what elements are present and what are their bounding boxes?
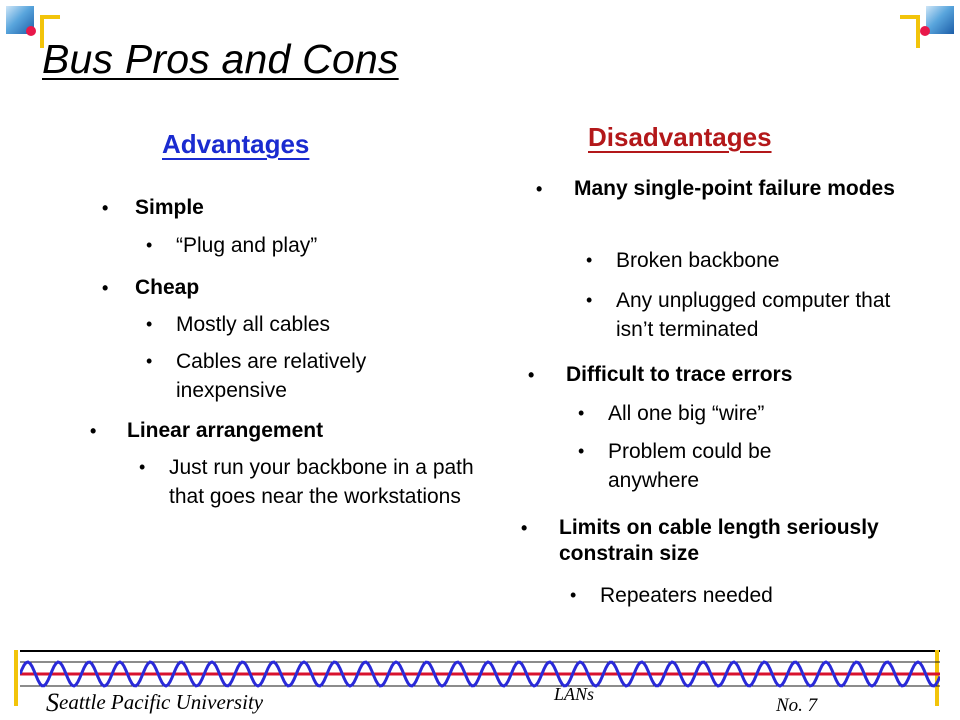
disadvantage-subitem: • Any unplugged computer that isn’t terminated bbox=[616, 286, 921, 344]
slide-title: Bus Pros and Cons bbox=[42, 36, 399, 82]
disadvantages-heading: Disadvantages bbox=[588, 122, 772, 152]
bullet-icon: • bbox=[139, 457, 146, 477]
bullet-icon: • bbox=[102, 198, 109, 218]
bullet-icon: • bbox=[146, 314, 153, 334]
gold-rule-bottom-left bbox=[14, 650, 18, 706]
gold-rule-top-left-h bbox=[40, 15, 60, 19]
disadvantage-item: • Limits on cable length seriously constrain size bbox=[521, 516, 879, 565]
disadvantage-subitem: • Repeaters needed bbox=[600, 581, 900, 610]
page-number: No. 7 bbox=[776, 695, 818, 716]
disadvantage-item: • Difficult to trace errors bbox=[528, 363, 793, 386]
advantage-subitem: • Just run your backbone in a path that goes near the workstations bbox=[169, 453, 484, 511]
disadvantage-subitem: • Broken backbone bbox=[616, 246, 916, 275]
corner-ornament-top-left bbox=[0, 0, 40, 40]
bullet-icon: • bbox=[586, 290, 593, 310]
bullet-icon: • bbox=[90, 421, 97, 441]
university-rest: eattle Pacific University bbox=[59, 690, 264, 714]
advantage-subitem: • “Plug and play” bbox=[176, 231, 456, 260]
bullet-icon: • bbox=[586, 250, 593, 270]
bullet-icon: • bbox=[146, 235, 153, 255]
advantage-item: • Cheap bbox=[102, 276, 200, 299]
bullet-icon: • bbox=[528, 365, 535, 385]
disadvantage-subitem: • All one big “wire” bbox=[608, 399, 908, 428]
gold-rule-top-right bbox=[916, 18, 920, 48]
advantages-heading: Advantages bbox=[162, 129, 310, 159]
bullet-icon: • bbox=[578, 441, 585, 461]
bullet-icon: • bbox=[146, 351, 153, 371]
advantage-subitem: • Mostly all cables bbox=[176, 310, 456, 339]
university-name bbox=[46, 688, 263, 718]
bullet-icon: • bbox=[570, 585, 577, 605]
course-name: LANs bbox=[554, 684, 595, 704]
bullet-icon: • bbox=[536, 179, 543, 199]
advantage-subitem: • Cables are relatively inexpensive bbox=[176, 347, 441, 405]
bullet-icon: • bbox=[521, 518, 528, 538]
disadvantage-subitem: • Problem could be anywhere bbox=[608, 437, 838, 495]
gold-rule-top-right-h bbox=[900, 15, 920, 19]
corner-ornament-top-right bbox=[920, 0, 960, 40]
bullet-icon: • bbox=[102, 278, 109, 298]
blue-sine-wave bbox=[20, 662, 940, 686]
advantage-item: • Simple bbox=[102, 196, 204, 219]
advantage-item: • Linear arrangement bbox=[90, 419, 324, 442]
bullet-icon: • bbox=[578, 403, 585, 423]
university-initial: S bbox=[46, 688, 59, 717]
disadvantage-item: • Many single-point failure modes bbox=[536, 177, 895, 200]
